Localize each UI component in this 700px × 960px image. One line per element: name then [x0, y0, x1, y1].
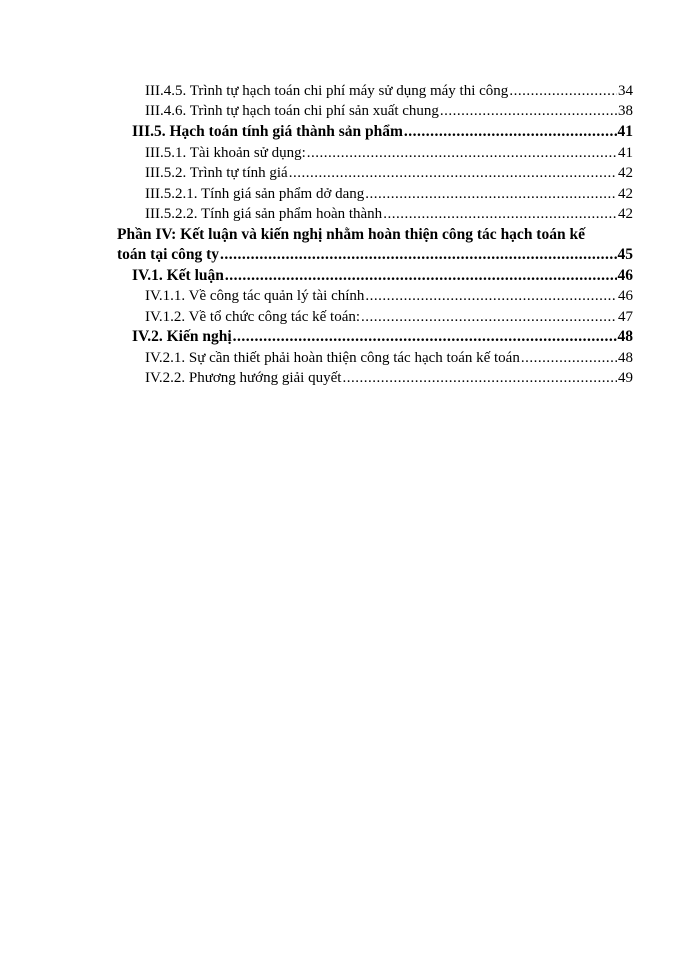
dot-leader — [233, 327, 617, 347]
toc-entry — [145, 143, 633, 163]
toc-entry-page: 42 — [618, 186, 633, 202]
toc-entry — [145, 101, 633, 121]
toc-entry-title: III.5.2.2. Tính giá sản phẩm hoàn thành — [145, 206, 383, 222]
toc-entry — [145, 204, 633, 224]
toc-entry — [145, 163, 633, 183]
toc-entry-page: 49 — [618, 370, 633, 386]
toc-entry-title: IV.2.1. Sự cần thiết phải hoàn thiện công tác hạch toán kế toán — [145, 350, 520, 366]
toc-entry-page: 46 — [618, 288, 633, 304]
dot-leader — [509, 81, 617, 101]
dot-leader — [342, 368, 617, 388]
toc-entry — [145, 81, 633, 101]
toc-entry-page: 42 — [618, 165, 633, 181]
dot-leader — [361, 307, 617, 327]
toc-entry-page: 34 — [618, 83, 633, 99]
toc-section-entry — [132, 122, 633, 142]
toc-section-entry — [132, 327, 633, 347]
dot-leader — [404, 122, 617, 142]
toc-entry — [145, 348, 633, 368]
toc-part-entry — [117, 245, 633, 265]
toc-entry-page: 38 — [618, 103, 633, 119]
toc-entry-title: III.5.1. Tài khoản sử dụng: — [145, 145, 306, 161]
toc-entry — [145, 368, 633, 388]
toc-entry-title: IV.2. Kiến nghị — [132, 328, 232, 345]
toc-entry-title: III.4.5. Trình tự hạch toán chi phí máy sử dụng máy thi công — [145, 83, 509, 99]
toc-entry-title: III.5.2.1. Tính giá sản phẩm dở dang — [145, 186, 365, 202]
toc-entry-page: 48 — [617, 328, 633, 345]
dot-leader — [440, 101, 617, 121]
toc-entry-title: IV.2.2. Phương hướng giải quyết — [145, 370, 342, 386]
toc-entry-page: 47 — [618, 309, 633, 325]
toc-entry-title: III.5.2. Trình tự tính giá — [145, 165, 288, 181]
toc-entry-page: 48 — [618, 350, 633, 366]
toc-entry-title: IV.1. Kết luận — [132, 267, 224, 284]
toc-section-entry — [132, 266, 633, 286]
toc-entry-page: 42 — [618, 206, 633, 222]
dot-leader — [383, 204, 617, 224]
toc-entry-page: 41 — [618, 145, 633, 161]
dot-leader — [521, 348, 617, 368]
toc-entry-title: III.4.6. Trình tự hạch toán chi phí sản xuất chung — [145, 103, 439, 119]
dot-leader — [220, 245, 616, 265]
dot-leader — [365, 286, 617, 306]
toc-entry-page: 45 — [617, 246, 633, 263]
dot-leader — [225, 266, 617, 286]
dot-leader — [307, 143, 617, 163]
toc-entry-title: IV.1.2. Về tổ chức công tác kế toán: — [145, 309, 361, 325]
dot-leader — [365, 184, 617, 204]
toc-entry-title: IV.1.1. Về công tác quản lý tài chính — [145, 288, 365, 304]
dot-leader — [289, 163, 617, 183]
toc-part-title-line1: Phần IV: Kết luận và kiến nghị nhằm hoàn thiện công tác hạch toán kế — [117, 226, 585, 243]
toc-entry — [145, 307, 633, 327]
toc-entry — [145, 286, 633, 306]
toc-entry-page: 41 — [617, 123, 633, 140]
toc-entry-title: toán tại công ty — [117, 246, 220, 263]
toc-entry — [145, 184, 633, 204]
toc-entry-title: III.5. Hạch toán tính giá thành sản phẩm — [132, 123, 403, 140]
toc-entry-page: 46 — [617, 267, 633, 284]
